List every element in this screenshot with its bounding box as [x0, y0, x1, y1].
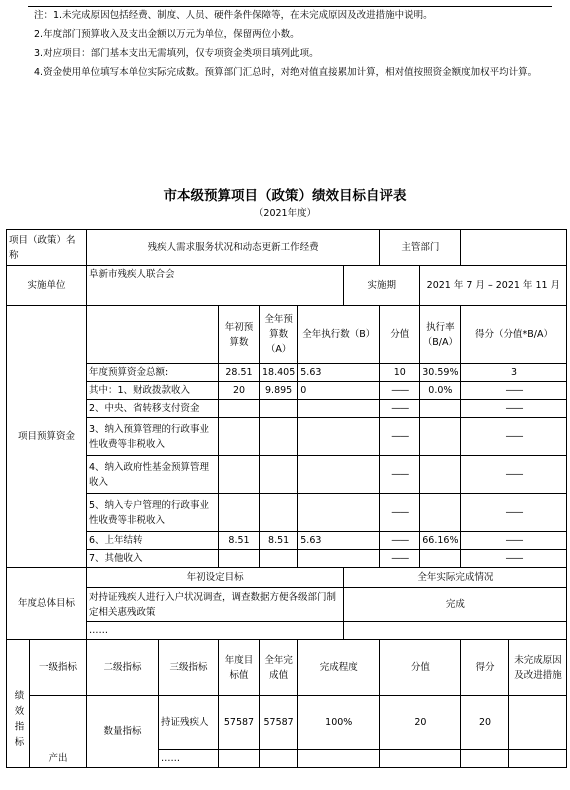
budget-row-executed — [298, 456, 380, 494]
budget-row-points: —— — [461, 418, 567, 456]
budget-row-label: 3、纳入预算管理的行政事业性收费等非税收入 — [87, 418, 219, 456]
note-2: 2.年度部门预算收入及支出金额以万元为单位，保留两位小数。 — [34, 29, 300, 40]
budget-row-score: —— — [380, 418, 420, 456]
dept-value — [461, 230, 567, 266]
budget-row-score: —— — [380, 494, 420, 532]
budget-row-initial — [219, 418, 260, 456]
perf-header-score: 分值 — [380, 640, 461, 696]
budget-row-annual — [260, 550, 298, 568]
budget-row-points: —— — [461, 400, 567, 418]
budget-row-annual: 9.895 — [260, 382, 298, 400]
budget-row-initial — [219, 550, 260, 568]
budget-row-score: —— — [380, 456, 420, 494]
year-subtitle: （2021年度） — [253, 208, 317, 219]
budget-row-rate — [420, 418, 461, 456]
perf-blank-2 — [260, 750, 298, 768]
budget-row-initial: 8.51 — [219, 532, 260, 550]
budget-row-rate: 0.0% — [420, 382, 461, 400]
perf-dots: …… — [159, 750, 219, 768]
budget-row-label: 年度预算资金总额: — [87, 364, 219, 382]
period-value: 2021 年 7 月 – 2021 年 11 月 — [420, 266, 567, 306]
budget-row-rate — [420, 550, 461, 568]
budget-row-score: —— — [380, 550, 420, 568]
goals-initial-text: 对持证残疾人进行入户状况调查，调查数据方便各级部门制定相关惠残政策 — [87, 588, 344, 622]
budget-row-rate — [420, 456, 461, 494]
budget-row — [7, 494, 567, 532]
budget-row-points: —— — [461, 456, 567, 494]
budget-row-annual: 8.51 — [260, 532, 298, 550]
budget-row-initial — [219, 456, 260, 494]
note-1: 注：1.未完成原因包括经费、制度、人员、硬件条件保障等，在未完成原因及改进措施中说明。 — [34, 10, 433, 21]
dept-label: 主管部门 — [380, 230, 461, 266]
budget-row — [7, 550, 567, 568]
perf-header-level1: 一级指标 — [30, 640, 87, 696]
note-3: 3.对应项目：部门基本支出无需填列，仅专项资金类项目填列此项。 — [34, 48, 319, 59]
budget-row-initial: 20 — [219, 382, 260, 400]
goals-initial-header: 年初设定目标 — [87, 568, 344, 588]
budget-row-annual — [260, 494, 298, 532]
page-title: 市本级预算项目（政策）绩效目标自评表 — [163, 188, 407, 204]
evaluation-table — [6, 229, 567, 768]
budget-row-score: —— — [380, 382, 420, 400]
goals-section-label: 年度总体目标 — [7, 568, 87, 640]
budget-row-label: 5、纳入专户管理的行政事业性收费等非税收入 — [87, 494, 219, 532]
project-name-label: 项目（政策）名称 — [7, 230, 87, 266]
perf-score: 20 — [380, 696, 461, 750]
goals-actual-header: 全年实际完成情况 — [344, 568, 567, 588]
period-label: 实施期 — [344, 266, 420, 306]
budget-row-rate: 66.16% — [420, 532, 461, 550]
budget-row-score: —— — [380, 532, 420, 550]
budget-row-points: —— — [461, 532, 567, 550]
perf-degree: 100% — [298, 696, 380, 750]
budget-row-annual — [260, 400, 298, 418]
perf-header-target: 年度目标值 — [219, 640, 260, 696]
perf-header-level3: 三级指标 — [159, 640, 219, 696]
perf-level1: 产出 — [30, 696, 87, 768]
unit-label: 实施单位 — [7, 266, 87, 306]
goals-actual-blank — [344, 622, 567, 640]
budget-row-initial: 28.51 — [219, 364, 260, 382]
budget-row-label: 6、上年结转 — [87, 532, 219, 550]
performance-section-label — [7, 640, 30, 768]
budget-header-annual: 全年预算数（A） — [260, 306, 298, 364]
budget-row-rate — [420, 494, 461, 532]
budget-row-initial — [219, 400, 260, 418]
budget-row-executed: 5.63 — [298, 532, 380, 550]
budget-row-points: —— — [461, 550, 567, 568]
perf-target: 57587 — [219, 696, 260, 750]
unit-value: 阜新市残疾人联合会 — [87, 266, 344, 306]
budget-section-label: 项目预算资金 — [7, 306, 87, 568]
budget-header-rate: 执行率（B/A） — [420, 306, 461, 364]
perf-blank-3 — [298, 750, 380, 768]
perf-points: 20 — [461, 696, 509, 750]
budget-row — [7, 382, 567, 400]
budget-row-executed: 5.63 — [298, 364, 380, 382]
budget-row-label: 7、其他收入 — [87, 550, 219, 568]
perf-blank-6 — [509, 750, 567, 768]
budget-header-executed: 全年执行数（B） — [298, 306, 380, 364]
budget-row-score: 10 — [380, 364, 420, 382]
budget-row-rate: 30.59% — [420, 364, 461, 382]
budget-row-label: 4、纳入政府性基金预算管理收入 — [87, 456, 219, 494]
budget-row-points: 3 — [461, 364, 567, 382]
budget-row-annual — [260, 456, 298, 494]
perf-reason — [509, 696, 567, 750]
perf-header-completed: 全年完成值 — [260, 640, 298, 696]
perf-blank-5 — [461, 750, 509, 768]
budget-header-points: 得分（分值*B/A） — [461, 306, 567, 364]
budget-row-executed: 0 — [298, 382, 380, 400]
notes-section — [10, 6, 562, 82]
budget-row — [7, 418, 567, 456]
budget-row-executed — [298, 418, 380, 456]
budget-row-score: —— — [380, 400, 420, 418]
budget-row-executed — [298, 400, 380, 418]
top-divider — [28, 6, 552, 7]
perf-completed: 57587 — [260, 696, 298, 750]
perf-header-degree: 完成程度 — [298, 640, 380, 696]
perf-blank-4 — [380, 750, 461, 768]
budget-row — [7, 532, 567, 550]
goals-dots: …… — [87, 622, 344, 640]
budget-header-initial: 年初预算数 — [219, 306, 260, 364]
budget-row — [7, 456, 567, 494]
budget-row-rate — [420, 400, 461, 418]
perf-blank-1 — [219, 750, 260, 768]
perf-header-reason: 未完成原因及改进措施 — [509, 640, 567, 696]
perf-header-points: 得分 — [461, 640, 509, 696]
perf-level2: 数量指标 — [87, 696, 159, 768]
budget-row — [7, 400, 567, 418]
perf-header-level2: 二级指标 — [87, 640, 159, 696]
performance-section-text: 绩效指标 — [12, 690, 24, 752]
budget-row-annual: 18.405 — [260, 364, 298, 382]
budget-row-initial — [219, 494, 260, 532]
budget-header-blank — [87, 306, 219, 364]
goals-actual-text: 完成 — [344, 588, 567, 622]
budget-row — [7, 364, 567, 382]
budget-row-points: —— — [461, 494, 567, 532]
budget-row-label: 其中：1、财政拨款收入 — [87, 382, 219, 400]
project-name-value: 残疾人需求服务状况和动态更新工作经费 — [87, 230, 380, 266]
budget-row-points: —— — [461, 382, 567, 400]
perf-level3: 持证残疾人 — [159, 696, 219, 750]
budget-row-annual — [260, 418, 298, 456]
budget-header-score: 分值 — [380, 306, 420, 364]
note-4: 4.资金使用单位填写本单位实际完成数。预算部门汇总时，对绝对值直接累加计算，相对值按照资金额度加权平均计算。 — [34, 67, 538, 78]
budget-row-executed — [298, 494, 380, 532]
budget-row-executed — [298, 550, 380, 568]
budget-row-label: 2、中央、省转移支付资金 — [87, 400, 219, 418]
